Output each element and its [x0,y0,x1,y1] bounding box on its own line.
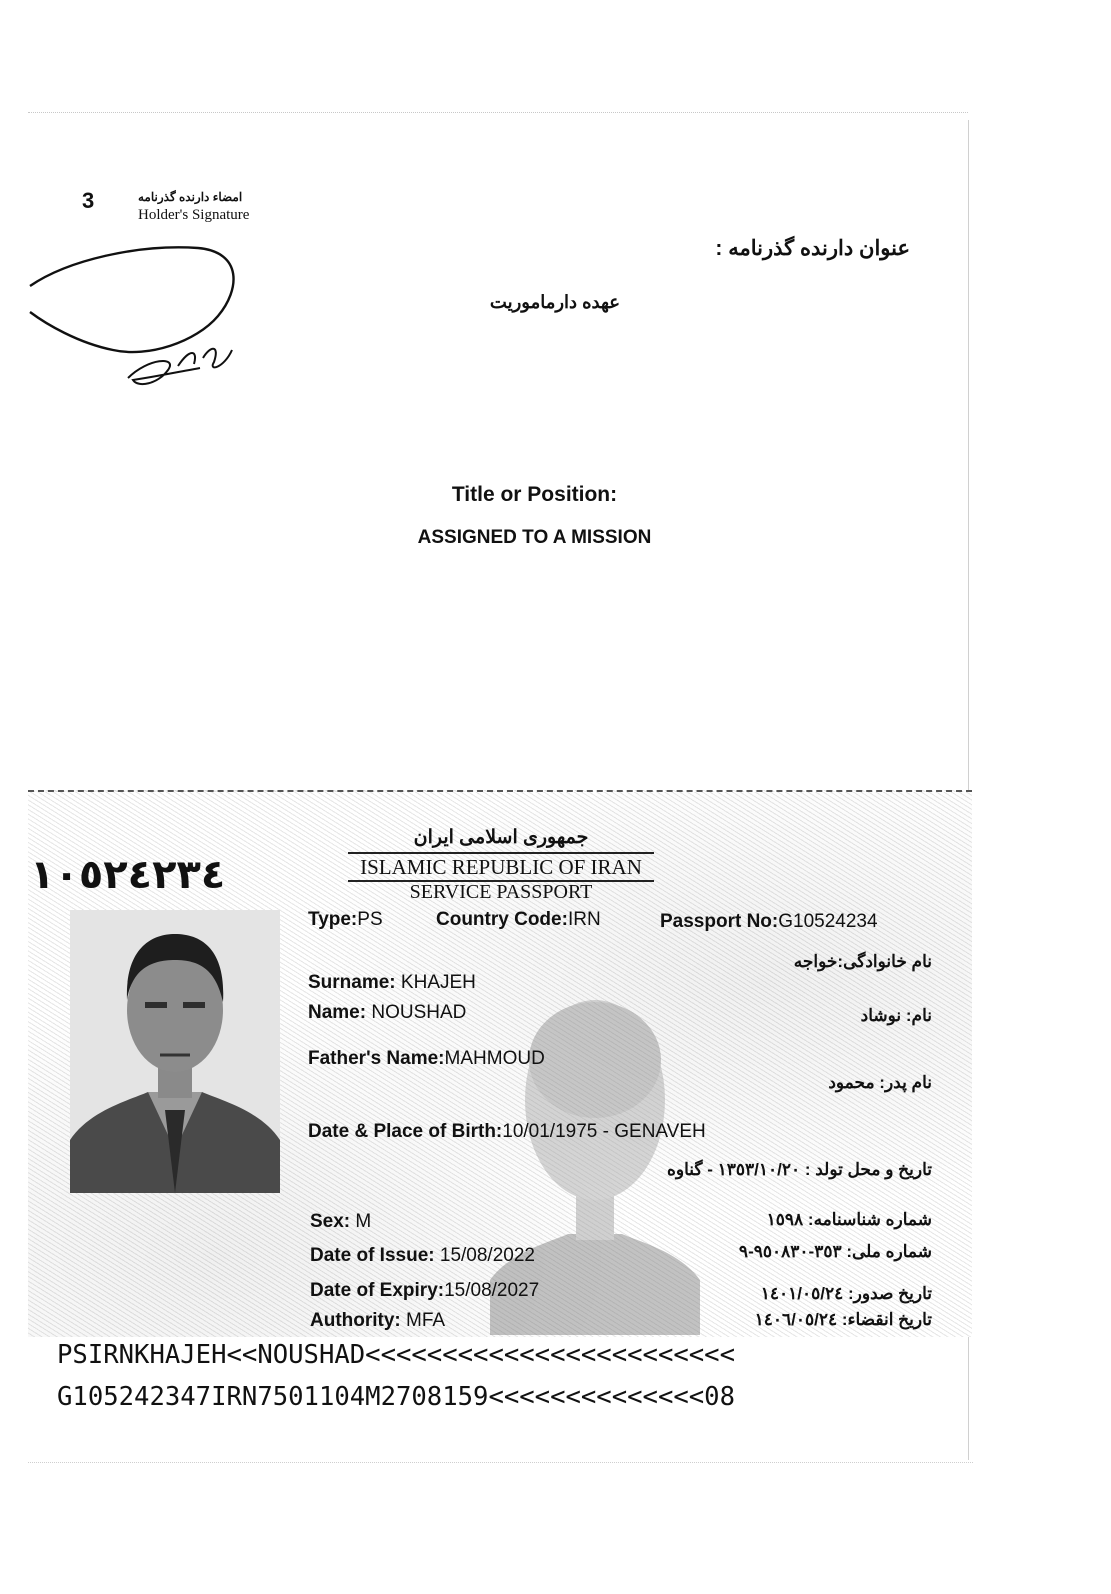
country-code-value: IRN [567,909,601,930]
issue-date-field [310,1245,535,1267]
type-field [308,909,383,931]
country-name-fa: جمهوری اسلامی ایران [413,827,589,848]
page-number: 3 [82,188,95,213]
mrz-line-1: PSIRNKHAJEH<<NOUSHAD<<<<<<<<<<<<<<<<<<<<<<<< [57,1340,735,1370]
father-name-field [308,1048,545,1070]
holder-signature [28,238,258,398]
birth-field [308,1121,706,1143]
father-name-label: Father's Name: [308,1048,445,1069]
authority-value: MFA [406,1310,446,1331]
birth-value: 10/01/1975 - GENAVEH [502,1121,706,1142]
expiry-date-value: 15/08/2027 [444,1280,540,1301]
signature-label-en: Holder's Signature [138,207,250,223]
passport-no-field [660,911,878,933]
issue-date-value: 15/08/2022 [439,1245,535,1266]
sex-label: Sex: [310,1211,351,1232]
surname-label: Surname: [308,972,396,993]
page-edge-top [28,112,968,114]
passport-serial-number: ١٠٥٢٤٢٣٤ [30,852,226,898]
type-value: PS [357,909,383,930]
birth-label: Date & Place of Birth: [308,1121,503,1142]
holder-photo [70,910,280,1193]
page-edge-bottom [28,1462,973,1464]
sex-value: M [355,1211,372,1232]
expiry-date-label: Date of Expiry: [310,1280,445,1301]
issue-date-fa: تاریخ صدور: ١٤٠١/٠٥/٢٤ [760,1284,932,1303]
sex-field [310,1211,371,1233]
country-code-label: Country Code: [436,909,568,930]
mrz-line-2: G105242347IRN7501104M2708159<<<<<<<<<<<<<<08 [57,1382,735,1412]
country-name-en: ISLAMIC REPUBLIC OF IRAN [348,852,654,882]
id-number-fa: شماره شناسنامه: ١٥٩٨ [766,1210,932,1229]
expiry-date-fa: تاریخ انقضاء: ١٤٠٦/٠٥/٢٤ [754,1310,932,1329]
authority-label: Authority: [310,1310,401,1331]
title-value-en: ASSIGNED TO A MISSION [417,527,652,548]
passport-kind: SERVICE PASSPORT [409,881,593,903]
title-value-fa: عهده دارماموريت [489,292,620,312]
authority-field [310,1310,445,1332]
name-value: NOUSHAD [371,1002,467,1023]
father-name-fa: نام پدر: محمود [828,1073,932,1092]
father-name-value: MAHMOUD [444,1048,545,1069]
name-label: Name: [308,1002,367,1023]
passport-no-value: G10524234 [778,911,878,932]
name-fa: نام: نوشاد [860,1006,932,1025]
country-code-field [436,909,601,931]
national-id-fa: شماره ملی: ٣٥٣-٩٥٠٨٣٠-٩ [738,1242,932,1261]
title-label-en: Title or Position: [451,483,618,506]
surname-field [308,972,476,994]
passport-no-label: Passport No: [660,911,779,932]
title-label-fa: عنوان دارنده گذرنامه : [715,237,910,260]
issue-date-label: Date of Issue: [310,1245,435,1266]
signature-label-fa: امضاء دارنده گذرنامه [138,190,243,204]
type-label: Type: [308,909,358,930]
surname-fa: نام خانوادگی:خواجه [793,952,932,971]
expiry-date-field [310,1280,539,1302]
name-field [308,1002,466,1024]
birth-fa: تاریخ و محل تولد : ١٣٥٣/١٠/٢٠ - گناوه [666,1160,932,1179]
surname-value: KHAJEH [400,972,476,993]
